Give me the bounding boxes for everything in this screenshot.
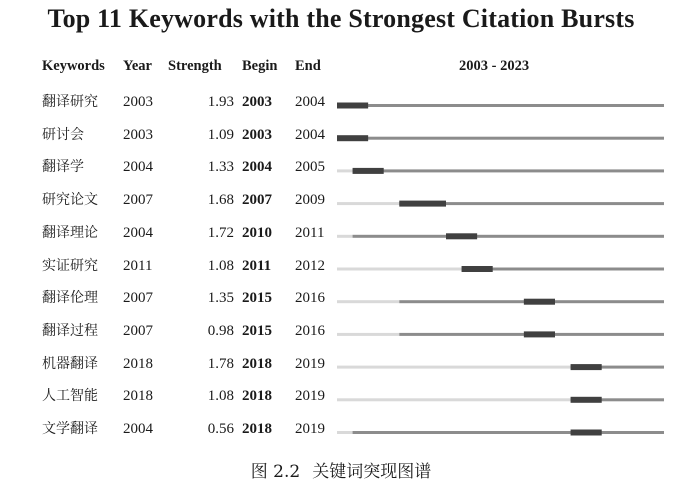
- burst-bar: [337, 103, 368, 109]
- strength-cell: 0.56: [207, 421, 234, 437]
- strength-cell: 1.72: [207, 224, 234, 241]
- burst-bar: [399, 201, 446, 207]
- end-cell: 2019: [295, 355, 325, 372]
- end-cell: 2019: [295, 421, 325, 437]
- year-cell: 2011: [123, 257, 153, 274]
- begin-cell: 2011: [242, 257, 272, 274]
- figure-number: 图 2.2: [250, 462, 301, 482]
- year-cell: 2007: [123, 192, 153, 209]
- keyword-cell: 文学翻译: [42, 421, 98, 437]
- burst-bar: [571, 397, 602, 403]
- header-begin: Begin: [242, 58, 278, 74]
- header-end: End: [295, 58, 321, 74]
- pre-period-line: [337, 300, 399, 303]
- pre-period-line: [337, 169, 353, 172]
- burst-bar: [446, 233, 477, 239]
- header-strength: Strength: [168, 58, 222, 74]
- burst-bar: [571, 364, 602, 370]
- begin-cell: 2015: [242, 290, 272, 307]
- pre-period-line: [337, 366, 571, 369]
- year-cell: 2018: [123, 355, 153, 372]
- burst-bar: [524, 331, 555, 337]
- year-cell: 2018: [123, 388, 153, 405]
- strength-cell: 1.33: [207, 159, 234, 176]
- begin-cell: 2018: [242, 421, 272, 437]
- keyword-cell: 翻译研究: [42, 94, 98, 110]
- end-cell: 2011: [295, 224, 325, 241]
- begin-cell: 2018: [242, 355, 272, 372]
- end-cell: 2009: [295, 192, 325, 209]
- keyword-cell: 实证研究: [42, 257, 98, 274]
- header-keywords: Keywords: [42, 58, 105, 74]
- keyword-cell: 翻译理论: [42, 224, 98, 241]
- strength-cell: 1.93: [207, 94, 234, 110]
- strength-cell: 1.09: [207, 126, 234, 143]
- active-period-line: [337, 137, 664, 140]
- chart-title: Top 11 Keywords with the Strongest Citation Bursts: [47, 4, 635, 33]
- begin-cell: 2003: [242, 126, 272, 143]
- keyword-cell: 翻译伦理: [42, 290, 98, 307]
- strength-cell: 1.78: [207, 355, 234, 372]
- end-cell: 2005: [295, 159, 325, 176]
- year-cell: 2007: [123, 290, 153, 307]
- end-cell: 2016: [295, 290, 325, 307]
- end-cell: 2019: [295, 388, 325, 405]
- pre-period-line: [337, 398, 571, 401]
- year-cell: 2003: [123, 126, 153, 143]
- keyword-cell: 翻译过程: [42, 322, 98, 339]
- end-cell: 2016: [295, 322, 325, 339]
- strength-cell: 0.98: [207, 322, 234, 339]
- keyword-cell: 研究论文: [42, 192, 98, 209]
- year-cell: 2004: [123, 421, 153, 437]
- strength-cell: 1.08: [207, 388, 234, 405]
- figure-caption-text: 关键词突现图谱: [312, 462, 432, 482]
- header-year: Year: [123, 58, 152, 74]
- strength-cell: 1.35: [207, 290, 234, 307]
- end-cell: 2004: [295, 126, 325, 143]
- strength-cell: 1.08: [207, 257, 234, 274]
- year-cell: 2003: [123, 94, 153, 110]
- end-cell: 2012: [295, 257, 325, 274]
- burst-bar: [524, 299, 555, 305]
- keyword-cell: 机器翻译: [42, 355, 98, 372]
- active-period-line: [353, 431, 664, 434]
- begin-cell: 2015: [242, 322, 272, 339]
- begin-cell: 2004: [242, 159, 272, 176]
- begin-cell: 2007: [242, 192, 272, 209]
- keyword-cell: 人工智能: [42, 388, 98, 405]
- burst-bar: [353, 168, 384, 174]
- pre-period-line: [337, 268, 462, 271]
- begin-cell: 2018: [242, 388, 272, 405]
- pre-period-line: [337, 202, 399, 205]
- burst-bar: [571, 430, 602, 436]
- pre-period-line: [337, 235, 353, 238]
- burst-bar: [337, 135, 368, 141]
- begin-cell: 2003: [242, 94, 272, 110]
- pre-period-line: [337, 431, 353, 434]
- active-period-line: [337, 104, 664, 107]
- year-cell: 2007: [123, 322, 153, 339]
- year-cell: 2004: [123, 224, 153, 241]
- pre-period-line: [337, 333, 399, 336]
- end-cell: 2004: [295, 94, 325, 110]
- strength-cell: 1.68: [207, 192, 234, 209]
- keyword-cell: 翻译学: [42, 159, 84, 176]
- keyword-cell: 研讨会: [42, 126, 84, 143]
- begin-cell: 2010: [242, 224, 272, 241]
- burst-bar: [462, 266, 493, 272]
- header-range: 2003 - 2023: [459, 58, 530, 74]
- figure-caption: [0, 457, 682, 482]
- year-cell: 2004: [123, 159, 153, 176]
- active-period-line: [353, 169, 664, 172]
- active-period-line: [353, 235, 664, 238]
